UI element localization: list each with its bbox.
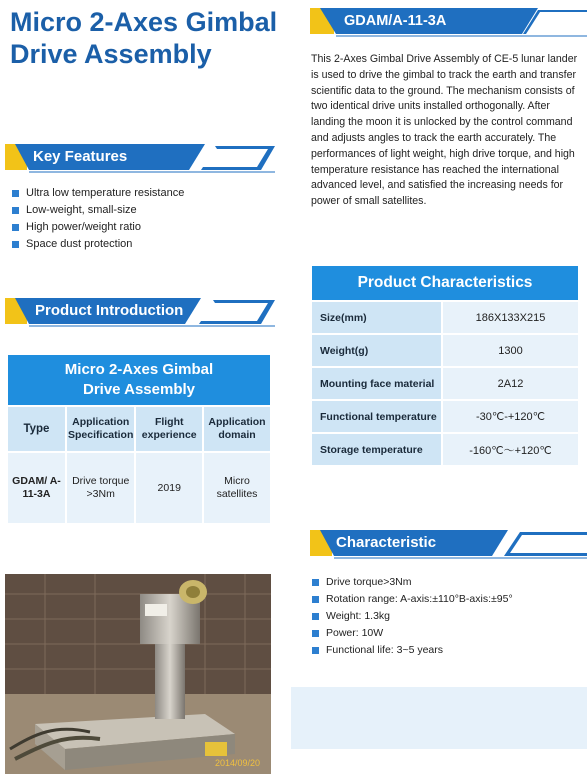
list-item: Weight: 1.3kg xyxy=(312,608,513,625)
characteristic-list xyxy=(312,574,513,659)
key-features-banner-label: Key Features xyxy=(33,148,128,165)
spec-label: Size(mm) xyxy=(311,301,442,334)
list-item: Low-weight, small-size xyxy=(12,202,184,219)
table-header-type: Type xyxy=(7,406,66,452)
page-title: Micro 2-Axes Gimbal Drive Assembly xyxy=(10,7,278,69)
spec-value: 1300 xyxy=(442,334,579,367)
table-cell-flight-experience: 2019 xyxy=(135,452,203,524)
bullet-icon xyxy=(12,241,19,248)
list-item: Rotation range: A-axis:±110°B-axis:±95° xyxy=(312,591,513,608)
bullet-icon xyxy=(312,613,319,620)
list-item: Drive torque>3Nm xyxy=(312,574,513,591)
spec-value: 186X133X215 xyxy=(442,301,579,334)
bullet-icon xyxy=(312,596,319,603)
bullet-icon xyxy=(312,647,319,654)
bullet-icon xyxy=(312,579,319,586)
table-header-flight-experience: Flight experience xyxy=(135,406,203,452)
table-row xyxy=(311,334,579,367)
model-banner-label: GDAM/A-11-3A xyxy=(344,13,447,29)
product-characteristics-table xyxy=(310,264,580,467)
decorative-panel xyxy=(291,687,587,749)
list-item: Power: 10W xyxy=(312,625,513,642)
spec-value: -160℃～+120℃ xyxy=(442,433,579,466)
spec-label: Functional temperature xyxy=(311,400,442,433)
model-banner xyxy=(310,8,587,38)
spec-value: 2A12 xyxy=(442,367,579,400)
product-photo xyxy=(5,574,271,774)
table-row xyxy=(311,367,579,400)
photo-timestamp: 2014/09/20 xyxy=(215,758,261,768)
table-header-application-spec: Application Specification xyxy=(66,406,136,452)
list-item: Ultra low temperature resistance xyxy=(12,185,184,202)
list-item: Functional life: 3~5 years xyxy=(312,642,513,659)
intro-paragraph: This 2-Axes Gimbal Drive Assembly of CE-5 lunar lander is used to drive the gimbal to track the earth and transfer scientific data to the ground. The mechanism consists of two identical drive units installed orthogonally. After landing the moon it is unlocked by the control command and adjusts angles to track the earth accurately. The performances of light weight, high drive torque, and high temperature resistance has reached the international advanced level, and satisfied the increasing needs for power of small satellites. xyxy=(311,53,578,208)
key-features-list xyxy=(12,185,184,253)
product-characteristics-title: Product Characteristics xyxy=(311,265,579,301)
table-row xyxy=(7,452,271,524)
spec-label: Storage temperature xyxy=(311,433,442,466)
table-cell-application-spec: Drive torque >3Nm xyxy=(66,452,136,524)
key-features-banner xyxy=(5,144,275,174)
spec-label: Mounting face material xyxy=(311,367,442,400)
bullet-icon xyxy=(12,224,19,231)
table-cell-type: GDAM/ A-11-3A xyxy=(7,452,66,524)
spec-label: Weight(g) xyxy=(311,334,442,367)
bullet-icon xyxy=(12,190,19,197)
table-row xyxy=(311,433,579,466)
characteristic-banner-label: Characteristic xyxy=(336,534,437,551)
spec-value: -30℃-+120℃ xyxy=(442,400,579,433)
intro-table-title: Micro 2-Axes Gimbal Drive Assembly xyxy=(7,354,271,406)
table-cell-application-domain: Micro satellites xyxy=(203,452,271,524)
product-intro-banner xyxy=(5,298,275,328)
list-item: High power/weight ratio xyxy=(12,219,184,236)
table-row xyxy=(311,301,579,334)
list-item: Space dust protection xyxy=(12,236,184,253)
bullet-icon xyxy=(12,207,19,214)
characteristic-banner xyxy=(310,530,587,560)
product-intro-banner-label: Product Introduction xyxy=(35,302,184,319)
intro-table xyxy=(6,353,272,525)
table-header-application-domain: Application domain xyxy=(203,406,271,452)
gimbal-photo-illustration xyxy=(5,574,271,774)
table-row xyxy=(311,400,579,433)
bullet-icon xyxy=(312,630,319,637)
